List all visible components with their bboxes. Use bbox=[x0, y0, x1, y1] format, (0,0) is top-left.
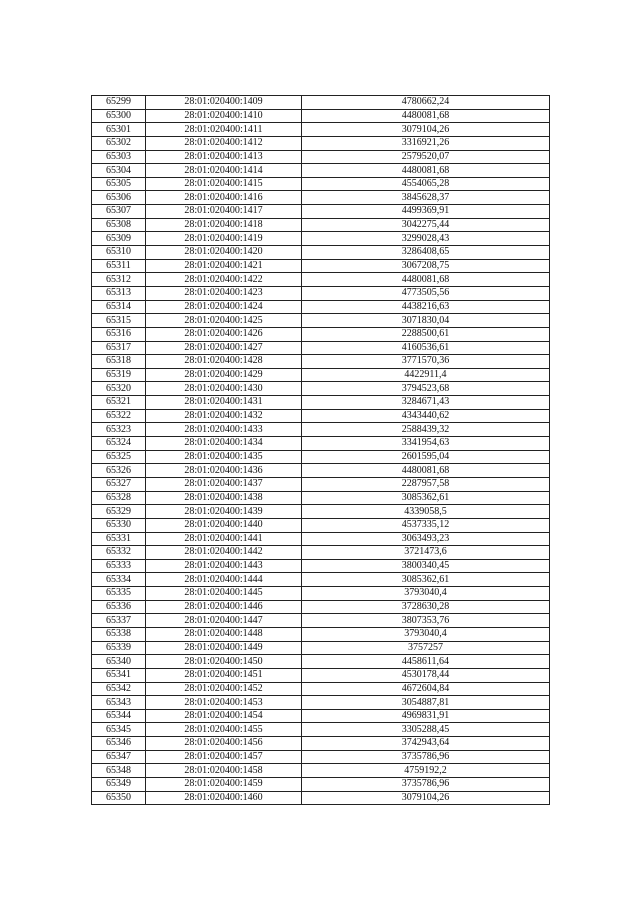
table-row bbox=[92, 778, 550, 792]
table-row bbox=[92, 246, 550, 260]
table-row bbox=[92, 177, 550, 191]
value-cell: 3071830,04 bbox=[302, 314, 550, 328]
cadastral-number-cell: 28:01:020400:1427 bbox=[146, 341, 302, 355]
table-row bbox=[92, 96, 550, 110]
row-number-cell: 65340 bbox=[92, 655, 146, 669]
table-row bbox=[92, 273, 550, 287]
cadastral-number-cell: 28:01:020400:1411 bbox=[146, 123, 302, 137]
cadastral-number-cell: 28:01:020400:1455 bbox=[146, 723, 302, 737]
table-row bbox=[92, 341, 550, 355]
table-row bbox=[92, 764, 550, 778]
cadastral-number-cell: 28:01:020400:1439 bbox=[146, 505, 302, 519]
value-cell: 3794523,68 bbox=[302, 382, 550, 396]
table-row bbox=[92, 286, 550, 300]
cadastral-number-cell: 28:01:020400:1425 bbox=[146, 314, 302, 328]
row-number-cell: 65321 bbox=[92, 396, 146, 410]
cadastral-number-cell: 28:01:020400:1435 bbox=[146, 450, 302, 464]
row-number-cell: 65315 bbox=[92, 314, 146, 328]
cadastral-number-cell: 28:01:020400:1420 bbox=[146, 246, 302, 260]
value-cell: 3042275,44 bbox=[302, 218, 550, 232]
row-number-cell: 65329 bbox=[92, 505, 146, 519]
value-cell: 3079104,26 bbox=[302, 791, 550, 805]
table-row bbox=[92, 396, 550, 410]
data-table bbox=[91, 95, 550, 805]
cadastral-number-cell: 28:01:020400:1453 bbox=[146, 696, 302, 710]
row-number-cell: 65319 bbox=[92, 368, 146, 382]
value-cell: 4160536,61 bbox=[302, 341, 550, 355]
cadastral-number-cell: 28:01:020400:1454 bbox=[146, 709, 302, 723]
value-cell: 3054887,81 bbox=[302, 696, 550, 710]
value-cell: 3735786,96 bbox=[302, 778, 550, 792]
cadastral-number-cell: 28:01:020400:1436 bbox=[146, 464, 302, 478]
value-cell: 4480081,68 bbox=[302, 273, 550, 287]
value-cell: 3800340,45 bbox=[302, 559, 550, 573]
table-row bbox=[92, 259, 550, 273]
value-cell: 4480081,68 bbox=[302, 464, 550, 478]
cadastral-number-cell: 28:01:020400:1417 bbox=[146, 205, 302, 219]
row-number-cell: 65313 bbox=[92, 286, 146, 300]
value-cell: 3793040,4 bbox=[302, 587, 550, 601]
value-cell: 2287957,58 bbox=[302, 477, 550, 491]
row-number-cell: 65299 bbox=[92, 96, 146, 110]
cadastral-number-cell: 28:01:020400:1449 bbox=[146, 641, 302, 655]
row-number-cell: 65302 bbox=[92, 136, 146, 150]
row-number-cell: 65338 bbox=[92, 627, 146, 641]
row-number-cell: 65318 bbox=[92, 355, 146, 369]
table-row bbox=[92, 136, 550, 150]
cadastral-number-cell: 28:01:020400:1428 bbox=[146, 355, 302, 369]
cadastral-number-cell: 28:01:020400:1440 bbox=[146, 518, 302, 532]
row-number-cell: 65303 bbox=[92, 150, 146, 164]
cadastral-number-cell: 28:01:020400:1447 bbox=[146, 614, 302, 628]
table-row bbox=[92, 573, 550, 587]
value-cell: 4672604,84 bbox=[302, 682, 550, 696]
value-cell: 3299028,43 bbox=[302, 232, 550, 246]
cadastral-number-cell: 28:01:020400:1409 bbox=[146, 96, 302, 110]
row-number-cell: 65345 bbox=[92, 723, 146, 737]
value-cell: 3085362,61 bbox=[302, 491, 550, 505]
cadastral-number-cell: 28:01:020400:1424 bbox=[146, 300, 302, 314]
value-cell: 3063493,23 bbox=[302, 532, 550, 546]
value-cell: 2288500,61 bbox=[302, 327, 550, 341]
table-row bbox=[92, 546, 550, 560]
cadastral-number-cell: 28:01:020400:1437 bbox=[146, 477, 302, 491]
cadastral-number-cell: 28:01:020400:1448 bbox=[146, 627, 302, 641]
row-number-cell: 65306 bbox=[92, 191, 146, 205]
table-row bbox=[92, 600, 550, 614]
row-number-cell: 65317 bbox=[92, 341, 146, 355]
value-cell: 4759192,2 bbox=[302, 764, 550, 778]
table-row bbox=[92, 532, 550, 546]
cadastral-number-cell: 28:01:020400:1438 bbox=[146, 491, 302, 505]
row-number-cell: 65346 bbox=[92, 737, 146, 751]
value-cell: 4458611,64 bbox=[302, 655, 550, 669]
value-cell: 3067208,75 bbox=[302, 259, 550, 273]
cadastral-number-cell: 28:01:020400:1456 bbox=[146, 737, 302, 751]
table-row bbox=[92, 518, 550, 532]
table-row bbox=[92, 191, 550, 205]
cadastral-number-cell: 28:01:020400:1432 bbox=[146, 409, 302, 423]
cadastral-number-cell: 28:01:020400:1426 bbox=[146, 327, 302, 341]
value-cell: 3305288,45 bbox=[302, 723, 550, 737]
table-row bbox=[92, 791, 550, 805]
row-number-cell: 65320 bbox=[92, 382, 146, 396]
row-number-cell: 65312 bbox=[92, 273, 146, 287]
row-number-cell: 65314 bbox=[92, 300, 146, 314]
value-cell: 4480081,68 bbox=[302, 164, 550, 178]
table-row bbox=[92, 696, 550, 710]
row-number-cell: 65305 bbox=[92, 177, 146, 191]
table-row bbox=[92, 109, 550, 123]
table-row bbox=[92, 355, 550, 369]
row-number-cell: 65327 bbox=[92, 477, 146, 491]
value-cell: 4499369,91 bbox=[302, 205, 550, 219]
table-row bbox=[92, 314, 550, 328]
row-number-cell: 65343 bbox=[92, 696, 146, 710]
table-row bbox=[92, 723, 550, 737]
table-row bbox=[92, 587, 550, 601]
row-number-cell: 65325 bbox=[92, 450, 146, 464]
value-cell: 4480081,68 bbox=[302, 109, 550, 123]
value-cell: 3341954,63 bbox=[302, 437, 550, 451]
row-number-cell: 65310 bbox=[92, 246, 146, 260]
cadastral-number-cell: 28:01:020400:1423 bbox=[146, 286, 302, 300]
row-number-cell: 65348 bbox=[92, 764, 146, 778]
table-row bbox=[92, 655, 550, 669]
row-number-cell: 65350 bbox=[92, 791, 146, 805]
cadastral-number-cell: 28:01:020400:1422 bbox=[146, 273, 302, 287]
table-body bbox=[92, 96, 550, 805]
table-row bbox=[92, 423, 550, 437]
row-number-cell: 65304 bbox=[92, 164, 146, 178]
cadastral-number-cell: 28:01:020400:1446 bbox=[146, 600, 302, 614]
table-row bbox=[92, 368, 550, 382]
value-cell: 3771570,36 bbox=[302, 355, 550, 369]
cadastral-number-cell: 28:01:020400:1416 bbox=[146, 191, 302, 205]
value-cell: 3728630,28 bbox=[302, 600, 550, 614]
value-cell: 3316921,26 bbox=[302, 136, 550, 150]
cadastral-number-cell: 28:01:020400:1418 bbox=[146, 218, 302, 232]
table-row bbox=[92, 559, 550, 573]
row-number-cell: 65334 bbox=[92, 573, 146, 587]
value-cell: 4537335,12 bbox=[302, 518, 550, 532]
row-number-cell: 65336 bbox=[92, 600, 146, 614]
row-number-cell: 65341 bbox=[92, 668, 146, 682]
cadastral-number-cell: 28:01:020400:1419 bbox=[146, 232, 302, 246]
table-row bbox=[92, 477, 550, 491]
cadastral-number-cell: 28:01:020400:1443 bbox=[146, 559, 302, 573]
table-row bbox=[92, 382, 550, 396]
cadastral-number-cell: 28:01:020400:1429 bbox=[146, 368, 302, 382]
value-cell: 4422911,4 bbox=[302, 368, 550, 382]
cadastral-number-cell: 28:01:020400:1458 bbox=[146, 764, 302, 778]
table-row bbox=[92, 150, 550, 164]
value-cell: 4438216,63 bbox=[302, 300, 550, 314]
row-number-cell: 65344 bbox=[92, 709, 146, 723]
cadastral-number-cell: 28:01:020400:1459 bbox=[146, 778, 302, 792]
row-number-cell: 65333 bbox=[92, 559, 146, 573]
row-number-cell: 65322 bbox=[92, 409, 146, 423]
row-number-cell: 65308 bbox=[92, 218, 146, 232]
cadastral-number-cell: 28:01:020400:1430 bbox=[146, 382, 302, 396]
value-cell: 3284671,43 bbox=[302, 396, 550, 410]
row-number-cell: 65347 bbox=[92, 750, 146, 764]
row-number-cell: 65307 bbox=[92, 205, 146, 219]
cadastral-number-cell: 28:01:020400:1434 bbox=[146, 437, 302, 451]
row-number-cell: 65326 bbox=[92, 464, 146, 478]
table-row bbox=[92, 409, 550, 423]
row-number-cell: 65300 bbox=[92, 109, 146, 123]
table-row bbox=[92, 641, 550, 655]
value-cell: 3757257 bbox=[302, 641, 550, 655]
cadastral-number-cell: 28:01:020400:1410 bbox=[146, 109, 302, 123]
value-cell: 2601595,04 bbox=[302, 450, 550, 464]
cadastral-number-cell: 28:01:020400:1444 bbox=[146, 573, 302, 587]
cadastral-number-cell: 28:01:020400:1412 bbox=[146, 136, 302, 150]
table-row bbox=[92, 668, 550, 682]
row-number-cell: 65324 bbox=[92, 437, 146, 451]
table-row bbox=[92, 491, 550, 505]
value-cell: 3807353,76 bbox=[302, 614, 550, 628]
cadastral-number-cell: 28:01:020400:1451 bbox=[146, 668, 302, 682]
table-row bbox=[92, 300, 550, 314]
row-number-cell: 65349 bbox=[92, 778, 146, 792]
cadastral-number-cell: 28:01:020400:1415 bbox=[146, 177, 302, 191]
table-row bbox=[92, 164, 550, 178]
table-row bbox=[92, 614, 550, 628]
table-row bbox=[92, 327, 550, 341]
value-cell: 3286408,65 bbox=[302, 246, 550, 260]
value-cell: 3845628,37 bbox=[302, 191, 550, 205]
value-cell: 3793040,4 bbox=[302, 627, 550, 641]
row-number-cell: 65339 bbox=[92, 641, 146, 655]
cadastral-number-cell: 28:01:020400:1413 bbox=[146, 150, 302, 164]
row-number-cell: 65342 bbox=[92, 682, 146, 696]
table-row bbox=[92, 737, 550, 751]
table-row bbox=[92, 464, 550, 478]
table-row bbox=[92, 682, 550, 696]
row-number-cell: 65323 bbox=[92, 423, 146, 437]
cadastral-number-cell: 28:01:020400:1445 bbox=[146, 587, 302, 601]
cadastral-number-cell: 28:01:020400:1421 bbox=[146, 259, 302, 273]
cadastral-number-cell: 28:01:020400:1442 bbox=[146, 546, 302, 560]
row-number-cell: 65316 bbox=[92, 327, 146, 341]
value-cell: 4339058,5 bbox=[302, 505, 550, 519]
cadastral-number-cell: 28:01:020400:1460 bbox=[146, 791, 302, 805]
table-row bbox=[92, 450, 550, 464]
row-number-cell: 65332 bbox=[92, 546, 146, 560]
row-number-cell: 65335 bbox=[92, 587, 146, 601]
row-number-cell: 65311 bbox=[92, 259, 146, 273]
table-row bbox=[92, 205, 550, 219]
value-cell: 4773505,56 bbox=[302, 286, 550, 300]
row-number-cell: 65309 bbox=[92, 232, 146, 246]
cadastral-number-cell: 28:01:020400:1457 bbox=[146, 750, 302, 764]
cadastral-number-cell: 28:01:020400:1433 bbox=[146, 423, 302, 437]
table-row bbox=[92, 232, 550, 246]
value-cell: 4969831,91 bbox=[302, 709, 550, 723]
value-cell: 4530178,44 bbox=[302, 668, 550, 682]
table-row bbox=[92, 505, 550, 519]
row-number-cell: 65301 bbox=[92, 123, 146, 137]
value-cell: 4780662,24 bbox=[302, 96, 550, 110]
row-number-cell: 65328 bbox=[92, 491, 146, 505]
cadastral-number-cell: 28:01:020400:1414 bbox=[146, 164, 302, 178]
value-cell: 4554065,28 bbox=[302, 177, 550, 191]
row-number-cell: 65331 bbox=[92, 532, 146, 546]
cadastral-number-cell: 28:01:020400:1450 bbox=[146, 655, 302, 669]
table-row bbox=[92, 123, 550, 137]
value-cell: 3085362,61 bbox=[302, 573, 550, 587]
table-row bbox=[92, 627, 550, 641]
value-cell: 2579520,07 bbox=[302, 150, 550, 164]
value-cell: 2588439,32 bbox=[302, 423, 550, 437]
value-cell: 4343440,62 bbox=[302, 409, 550, 423]
row-number-cell: 65337 bbox=[92, 614, 146, 628]
cadastral-number-cell: 28:01:020400:1431 bbox=[146, 396, 302, 410]
table-row bbox=[92, 709, 550, 723]
table-row bbox=[92, 218, 550, 232]
value-cell: 3721473,6 bbox=[302, 546, 550, 560]
value-cell: 3742943,64 bbox=[302, 737, 550, 751]
table-row bbox=[92, 750, 550, 764]
table-row bbox=[92, 437, 550, 451]
cadastral-number-cell: 28:01:020400:1441 bbox=[146, 532, 302, 546]
value-cell: 3735786,96 bbox=[302, 750, 550, 764]
row-number-cell: 65330 bbox=[92, 518, 146, 532]
cadastral-number-cell: 28:01:020400:1452 bbox=[146, 682, 302, 696]
value-cell: 3079104,26 bbox=[302, 123, 550, 137]
